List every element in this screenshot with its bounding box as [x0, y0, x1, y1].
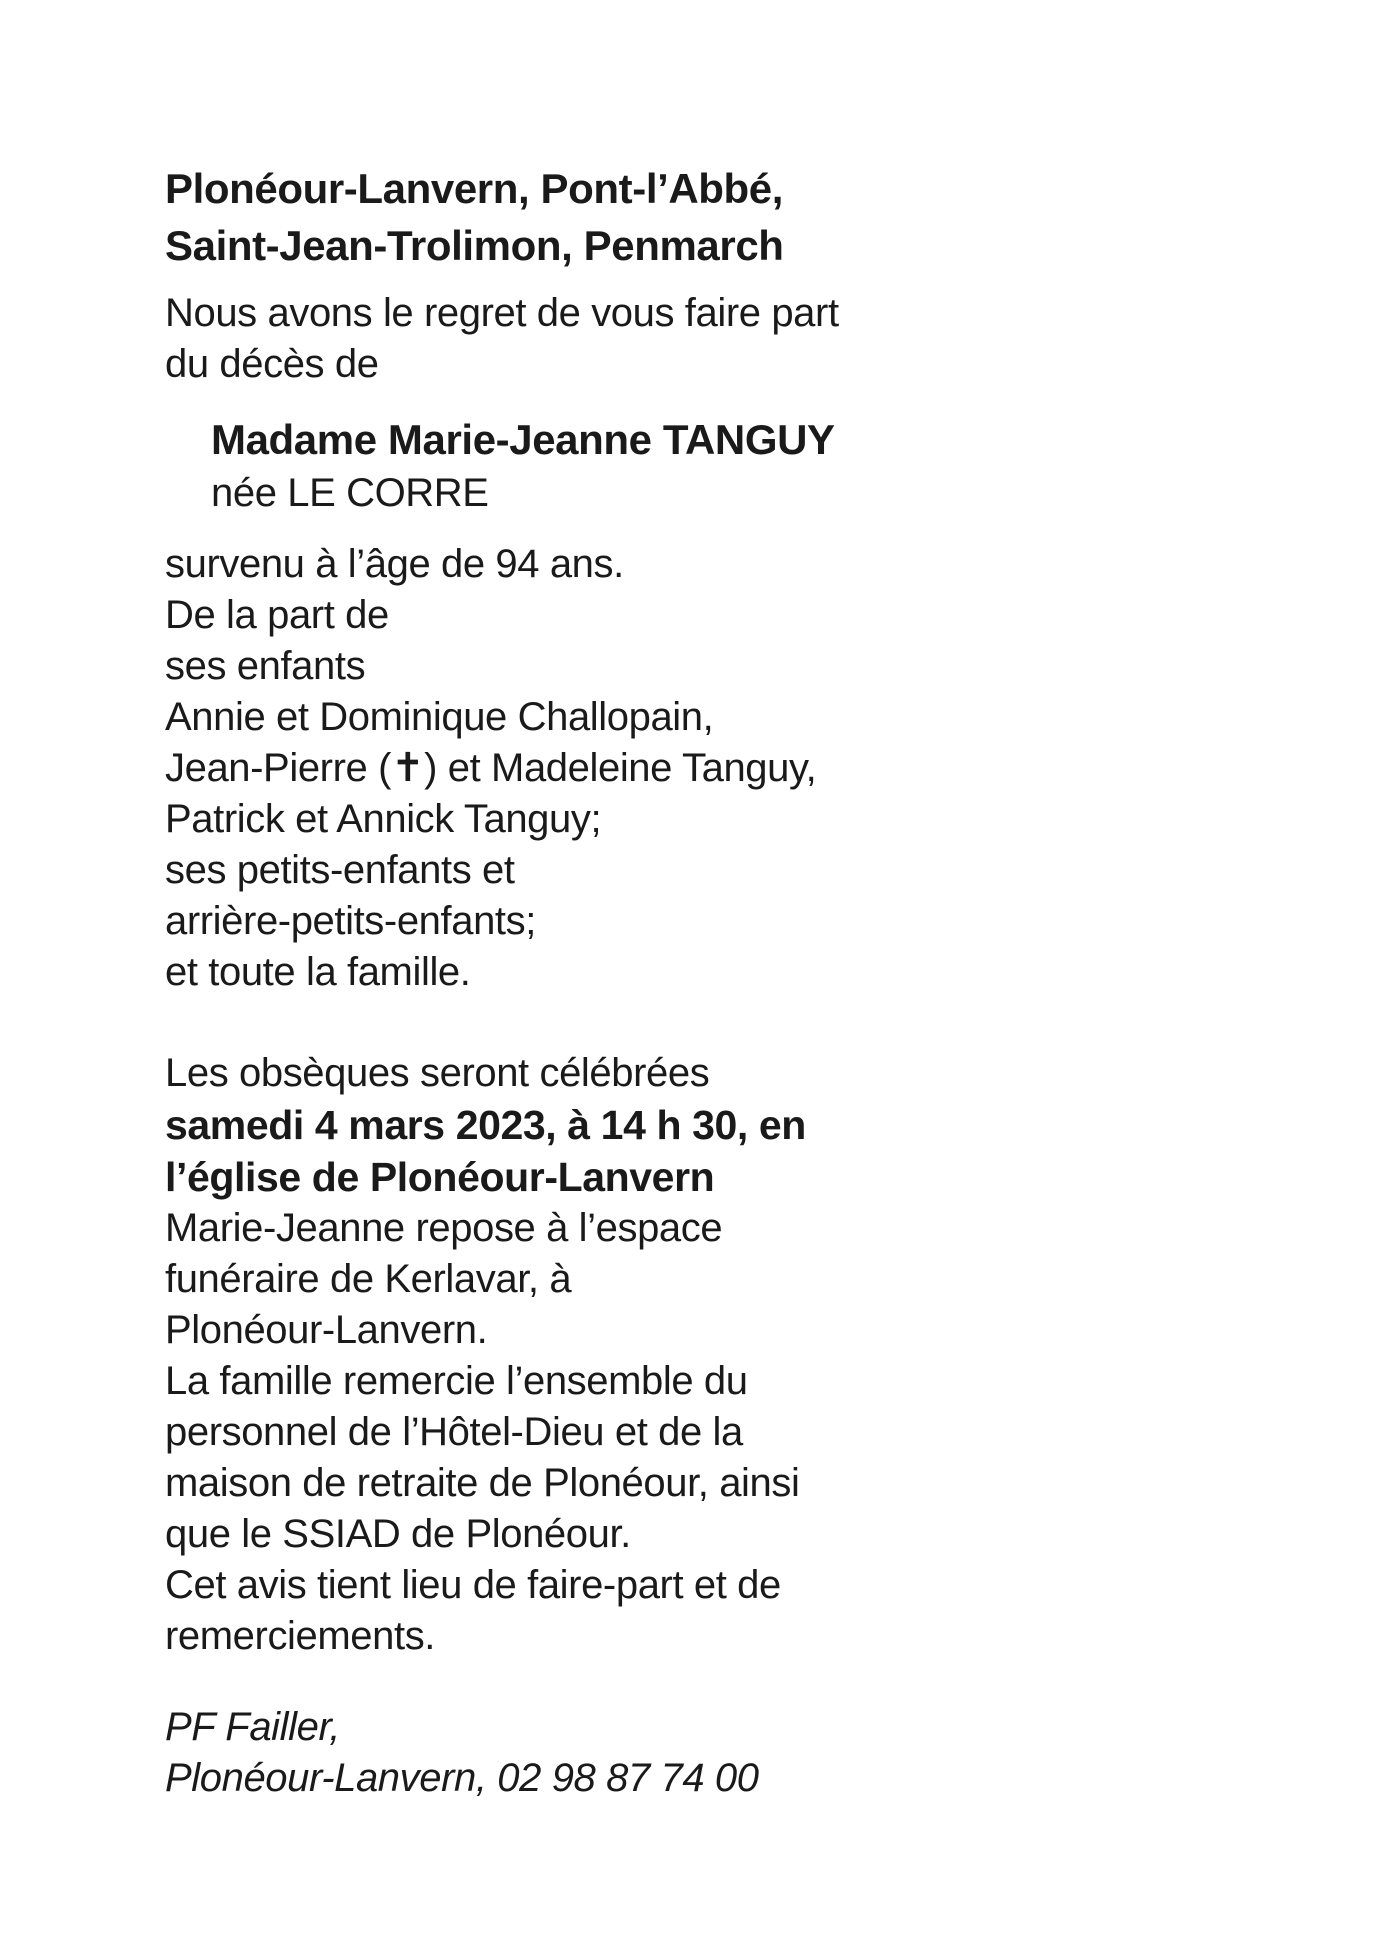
funeral-line: funéraire de Kerlavar, à	[165, 1257, 572, 1301]
funeral-line: La famille remercie l’ensemble du	[165, 1359, 748, 1403]
from-line: De la part de	[165, 593, 389, 637]
obituary-notice	[165, 160, 1265, 1804]
funeral-line: que le SSIAD de Plonéour.	[165, 1512, 631, 1556]
all-family-line: et toute la famille.	[165, 950, 471, 994]
intro-text	[165, 288, 1265, 390]
funeral-date: samedi 4 mars 2023, à 14 h 30, en	[165, 1102, 806, 1148]
funeral-line: remerciements.	[165, 1614, 436, 1658]
funeral-home-contact: Plonéour-Lanvern, 02 98 87 74 00	[165, 1756, 759, 1800]
children-line-3: Patrick et Annick Tanguy;	[165, 797, 602, 841]
locations-line-2: Saint-Jean-Trolimon, Penmarch	[165, 222, 784, 269]
intro-line-1: Nous avons le regret de vous faire part	[165, 291, 839, 335]
children-intro: ses enfants	[165, 644, 366, 688]
funeral-home-signature	[165, 1702, 1265, 1804]
funeral-line: personnel de l’Hôtel-Dieu et de la	[165, 1410, 743, 1454]
funeral-intro: Les obsèques seront célébrées	[165, 1051, 710, 1095]
funeral-line: maison de retraite de Plonéour, ainsi	[165, 1461, 800, 1505]
locations-line-1: Plonéour-Lanvern, Pont-l’Abbé,	[165, 165, 784, 212]
funeral-line: Cet avis tient lieu de faire-part et de	[165, 1563, 781, 1607]
funeral-place: l’église de Plonéour-Lanvern	[165, 1154, 715, 1200]
funeral-line: Marie-Jeanne repose à l’espace	[165, 1206, 723, 1250]
age-line: survenu à l’âge de 94 ans.	[165, 542, 624, 586]
grandchildren-line-2: arrière-petits-enfants;	[165, 899, 536, 943]
deceased-maiden-name: née LE CORRE	[211, 471, 489, 515]
intro-line-2: du décès de	[165, 342, 379, 386]
children-line-1: Annie et Dominique Challopain,	[165, 695, 714, 739]
funeral-line: Plonéour-Lanvern.	[165, 1308, 488, 1352]
funeral-block	[165, 1048, 1265, 1662]
locations-header	[165, 160, 1265, 274]
deceased-name: Madame Marie-Jeanne TANGUY	[211, 416, 835, 463]
deceased-block	[165, 411, 1265, 519]
children-line-2-end: ) et Madeleine Tanguy,	[424, 746, 817, 790]
funeral-home-name: PF Failler,	[165, 1705, 340, 1749]
children-line-2-start: Jean-Pierre (	[165, 746, 391, 790]
children-line-2	[165, 743, 1265, 794]
grandchildren-line-1: ses petits-enfants et	[165, 848, 515, 892]
cross-icon: ✝	[391, 746, 425, 790]
family-block	[165, 539, 1265, 998]
